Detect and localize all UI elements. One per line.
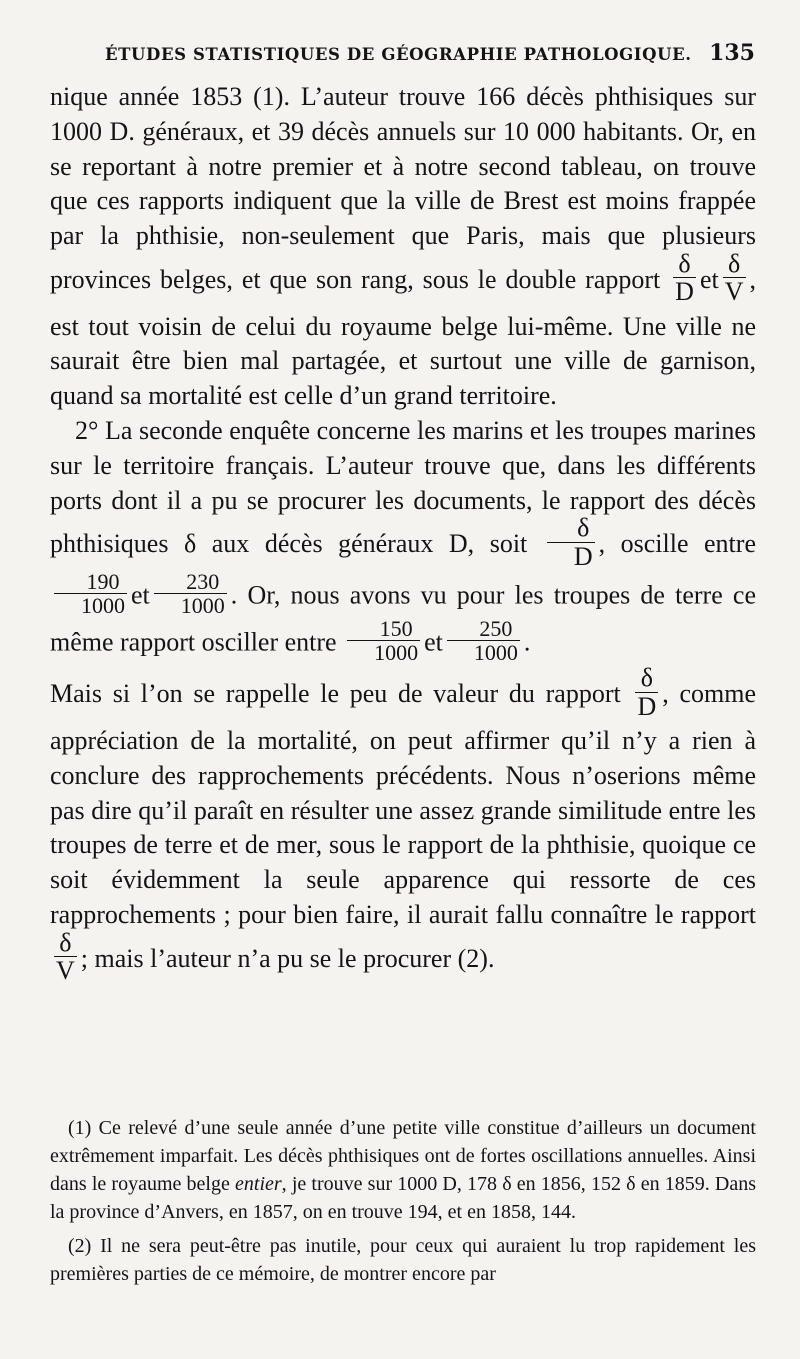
p2-et-2: et xyxy=(424,627,443,657)
fraction-numerator: δ xyxy=(635,664,658,692)
fraction-denominator: D xyxy=(573,541,593,571)
fn1-text-a: (1) Ce relevé d’une seule année d’une petite ville constitue d’ailleurs un document extrêmement imparfait. Les décès phthisiques ont de fortes oscillations annuelles. Ainsi dans le royaume belge xyxy=(50,1117,756,1195)
fraction-denominator: 1000 xyxy=(81,593,125,619)
fraction-numerator: δ xyxy=(547,514,595,542)
running-title: ÉTUDES STATISTIQUES DE GÉOGRAPHIE PATHOLOGIQUE. xyxy=(105,45,692,64)
p3-text-c: ; mais l’auteur n’a pu se le procurer (2). xyxy=(80,943,495,973)
fraction-numerator: δ xyxy=(723,250,746,278)
fraction-denominator: 1000 xyxy=(180,593,225,619)
fraction-numerator: 250 xyxy=(447,617,520,641)
fraction-denominator: V xyxy=(724,277,744,307)
footnotes xyxy=(50,1114,756,1294)
fn1-emphasis: entier xyxy=(235,1173,282,1195)
footnote-1 xyxy=(50,1114,756,1226)
fraction-230-over-1000 xyxy=(154,570,227,617)
paragraph-3 xyxy=(50,663,757,988)
fraction-numerator: 230 xyxy=(154,570,227,594)
fn1-text-b: , je trouve sur 1000 D, 178 δ en 1856, 152 δ en 1859. Dans la province d’Anvers, en 1857, on en trouve 194, et en 1858, 144. xyxy=(50,1173,757,1223)
fraction-denominator: D xyxy=(675,277,694,307)
fraction-denominator: 1000 xyxy=(473,640,518,666)
running-header xyxy=(50,40,755,72)
fraction-190-over-1000 xyxy=(54,570,127,617)
fraction-denominator: V xyxy=(56,956,75,985)
p3-text-b: , comme appréciation de la mortalité, on peut affirmer qu’il n’y a rien à conclure des rapprochements précédents. Nous n’oserions même pas dire qu’il paraît en résulter une assez grande similitude entre les troupes de terre et de mer, sous le rapport de la phthisie, quoique ce soit évidemment la seule apparence qui ressorte de ces rapprochements ; pour bien faire, il aurait fallu connaître le rapport xyxy=(50,679,757,929)
p2-text-d: . xyxy=(523,627,531,657)
fraction-150-over-1000 xyxy=(347,617,420,664)
fraction-delta-over-D xyxy=(673,250,696,306)
fraction-numerator: 190 xyxy=(54,570,127,594)
p2-text-a: 2° La seconde enquête concerne les marins et les troupes marines sur le territoire français. L’auteur trouve que, dans les différents ports dont il a pu se procurer les documents, le rapport des décès phthisiques δ aux décès généraux D, soit xyxy=(50,415,756,559)
paragraph-2 xyxy=(50,414,756,668)
fraction-denominator: D xyxy=(637,691,657,721)
p2-text-c: . Or, nous avons vu pour les troupes de terre ce même rapport osciller entre xyxy=(50,580,756,657)
fraction-numerator: δ xyxy=(673,250,696,278)
fraction-denominator: 1000 xyxy=(374,640,419,666)
fraction-delta-over-V xyxy=(723,250,746,306)
footnote-2: (2) Il ne sera peut-être pas inutile, pour ceux qui auraient lu trop rapidement les premières parties de ce mémoire, de montrer encore par xyxy=(50,1235,756,1285)
p1-text-b: , est tout voisin de celui du royaume belge lui-même. Une ville ne saurait être bien mal partagée, et surtout une ville de garnison, quand sa mortalité est celle d’un grand territoire. xyxy=(50,264,756,411)
fraction-numerator: δ xyxy=(54,929,77,957)
fraction-numerator: 150 xyxy=(347,617,420,641)
p1-et: et xyxy=(699,264,719,294)
p3-text-a: Mais si l’on se rappelle le peu de valeur du rapport xyxy=(50,679,621,709)
page-number: 135 xyxy=(709,40,755,66)
p2-text-b: , oscille entre xyxy=(598,529,756,559)
fraction-250-over-1000 xyxy=(447,617,520,664)
fraction-delta-over-D xyxy=(547,514,595,570)
fraction-delta-over-D xyxy=(635,664,658,720)
paragraph-1 xyxy=(50,80,756,414)
fraction-delta-over-V xyxy=(54,929,77,985)
main-text xyxy=(50,80,756,988)
p1-text-a: nique année 1853 (1). L’auteur trouve 166 décès phthisiques sur 1000 D. généraux, et 39 décès annuels sur 10 000 habitants. Or, en se reportant à notre premier et à notre second tableau, on trouve que ces rapports indiquent que la ville de Brest est moins frappée par la phthisie, non-seulement que Paris, mais que plusieurs provinces belges, et que son rang, sous le double rapport xyxy=(50,82,756,294)
p2-et-1: et xyxy=(131,580,150,610)
